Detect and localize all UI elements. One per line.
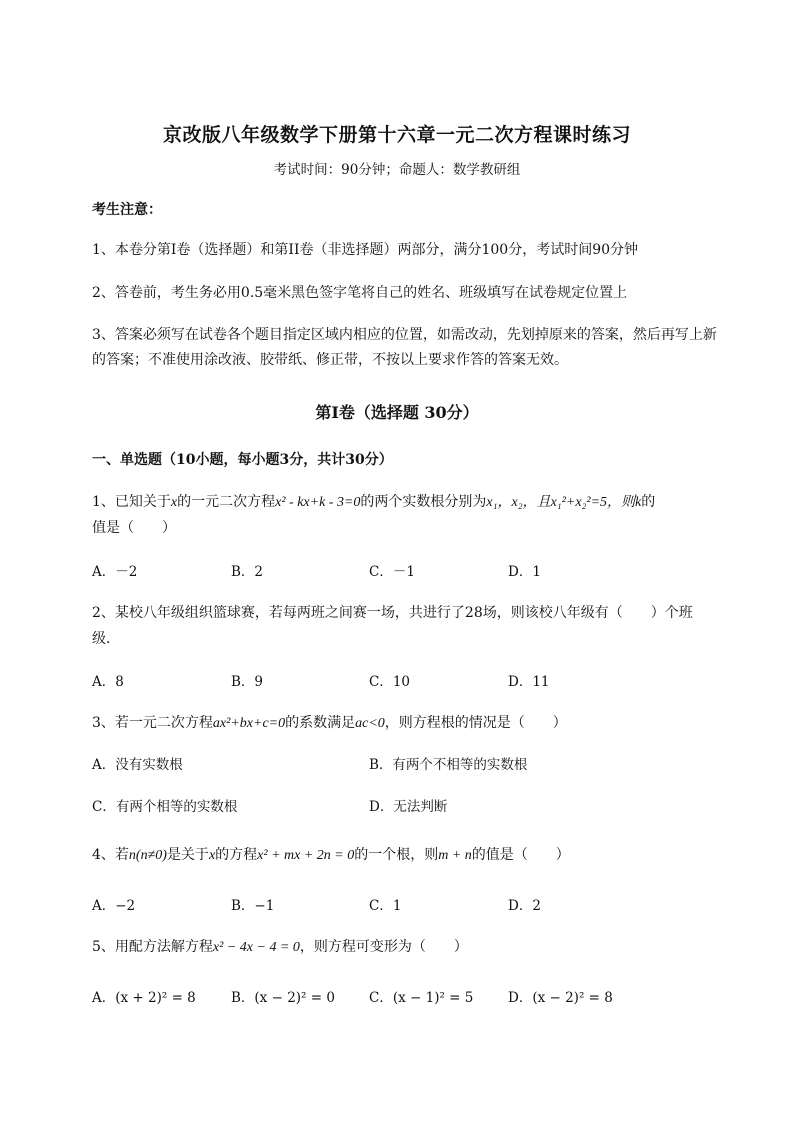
question-2-option-b: B．9 bbox=[231, 674, 264, 690]
question-5-line-1: 5、用配方法解方程x² − 4x − 4 = 0，则方程可变形为（ ） bbox=[92, 939, 468, 955]
question-3-option-b: B．有两个不相等的实数根 bbox=[369, 757, 528, 773]
question-5-option-a: A．(x + 2)² = 8 bbox=[92, 990, 196, 1006]
question-3-option-c: C．有两个相等的实数根 bbox=[92, 799, 238, 815]
question-2-option-a: A．8 bbox=[92, 674, 124, 690]
question-2-line-1: 2、某校八年级组织篮球赛，若每两班之间赛一场，共进行了28场，则该校八年级有（ ）个班 bbox=[92, 605, 693, 621]
question-1-option-b: B．2 bbox=[231, 564, 264, 580]
question-5-option-c: C．(x − 1)² = 5 bbox=[369, 990, 474, 1006]
question-4-option-d: D．2 bbox=[508, 898, 541, 914]
part-heading: 一、单选题（10小题，每小题3分，共计30分） bbox=[92, 452, 393, 468]
page-title: 京改版八年级数学下册第十六章一元二次方程课时练习 bbox=[162, 124, 631, 146]
question-1-option-a: A．－2 bbox=[92, 564, 138, 580]
question-2-line-2: 级． bbox=[92, 631, 120, 647]
question-4-option-a: A．−2 bbox=[92, 898, 136, 914]
question-1-option-c: C．－1 bbox=[369, 564, 415, 580]
page-subtitle: 考试时间：90分钟；命题人：数学教研组 bbox=[273, 162, 521, 178]
question-5-equation: x² − 4x − 4 = 0 bbox=[212, 940, 300, 955]
note-item-3-cont: 的答案；不准使用涂改液、胶带纸、修正带，不按以上要求作答的答案无效。 bbox=[92, 352, 568, 368]
question-5-option-b: B．(x − 2)² = 0 bbox=[231, 990, 335, 1006]
question-1-equation: x² - kx+k - 3=0 bbox=[275, 495, 361, 510]
note-item-1: 1、本卷分第I卷（选择题）和第II卷（非选择题）两部分，满分100分，考试时间90分钟 bbox=[92, 242, 639, 258]
question-2-option-d: D．11 bbox=[508, 674, 550, 690]
question-3-option-a: A．没有实数根 bbox=[92, 757, 183, 773]
question-3-line-1: 3、若一元二次方程ax²+bx+c=0的系数满足ac<0，则方程根的情况是（ ） bbox=[92, 715, 567, 731]
note-item-2: 2、答卷前，考生务必用0.5毫米黑色签字笔将自己的姓名、班级填写在试卷规定位置上 bbox=[92, 285, 628, 301]
notes-heading: 考生注意： bbox=[92, 202, 162, 218]
question-5-option-d: D．(x − 2)² = 8 bbox=[508, 990, 613, 1006]
question-4-option-c: C．1 bbox=[369, 898, 402, 914]
question-3-equation: ax²+bx+c=0 bbox=[212, 716, 286, 731]
question-1-line-1: 1、已知关于x的一元二次方程x² - kx+k - 3=0的两个实数根分别为x₁，x₂，且x₁²+x₂²=5，则k的 bbox=[92, 494, 656, 510]
section-title: 第I卷（选择题 30分） bbox=[315, 403, 479, 422]
question-4-equation: x² + mx + 2n = 0 bbox=[257, 848, 355, 863]
note-item-3: 3、答案必须写在试卷各个题目指定区域内相应的位置，如需改动，先划掉原来的答案，然后再写上新 bbox=[92, 327, 717, 343]
question-1-option-d: D．1 bbox=[508, 564, 541, 580]
question-1-line-2: 值是（ ） bbox=[92, 520, 176, 536]
question-3-option-d: D．无法判断 bbox=[369, 799, 448, 815]
question-4-line-1: 4、若n(n≠0)是关于x的方程x² + mx + 2n = 0的一个根，则m + n的值是（ ） bbox=[92, 847, 570, 863]
question-4-option-b: B．−1 bbox=[231, 898, 275, 914]
question-2-option-c: C．10 bbox=[369, 674, 411, 690]
